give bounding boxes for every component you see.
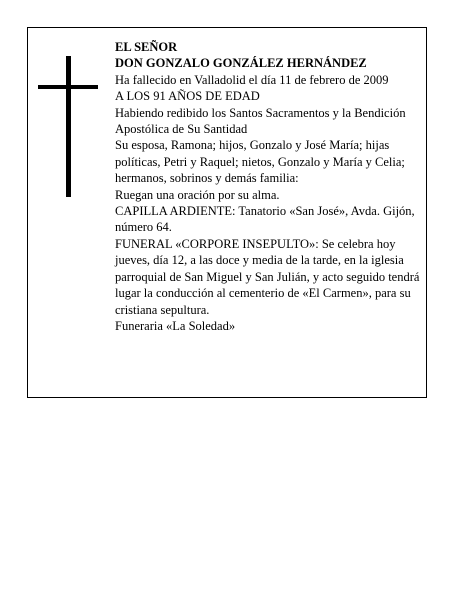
family-text: Su esposa, Ramona; hijos, Gonzalo y José María; hijas políticas, Petri y Raquel; nietos, Gonzalo y María y Celia; hermanos, sobrinos y demás familia: (115, 138, 405, 186)
notice-title: EL SEÑOR (115, 40, 178, 54)
prayer-text: Ruegan una oración por su alma. (115, 187, 280, 202)
age-line: A LOS 91 AÑOS DE EDAD (115, 89, 260, 104)
deceased-name: DON GONZALO GONZÁLEZ HERNÁNDEZ (115, 56, 367, 71)
chapel-text: CAPILLA ARDIENTE: Tanatorio «San José», Avda. Gijón, número 64. (115, 204, 415, 235)
cross-vertical-bar (66, 56, 71, 197)
death-info: Ha fallecido en Valladolid el día 11 de febrero de 2009 (115, 72, 389, 87)
obituary-notice (27, 27, 427, 398)
cross-horizontal-bar (38, 85, 98, 89)
sacraments-text: Habiendo redibido los Santos Sacramentos y la Bendición Apostólica de Su Santidad (115, 105, 406, 137)
funeral-text: FUNERAL «CORPORE INSEPULTO»: Se celebra hoy jueves, día 12, a las doce y media de la tarde, en la iglesia parroquial de San Miguel y San Julián, y acto seguido tendrá lugar la conducción al cementerio de «El Carmen», para su cristiana sepultura. (115, 236, 420, 317)
notice-text (115, 39, 423, 334)
funeral-home-text: Funeraria «La Soledad» (115, 318, 236, 333)
